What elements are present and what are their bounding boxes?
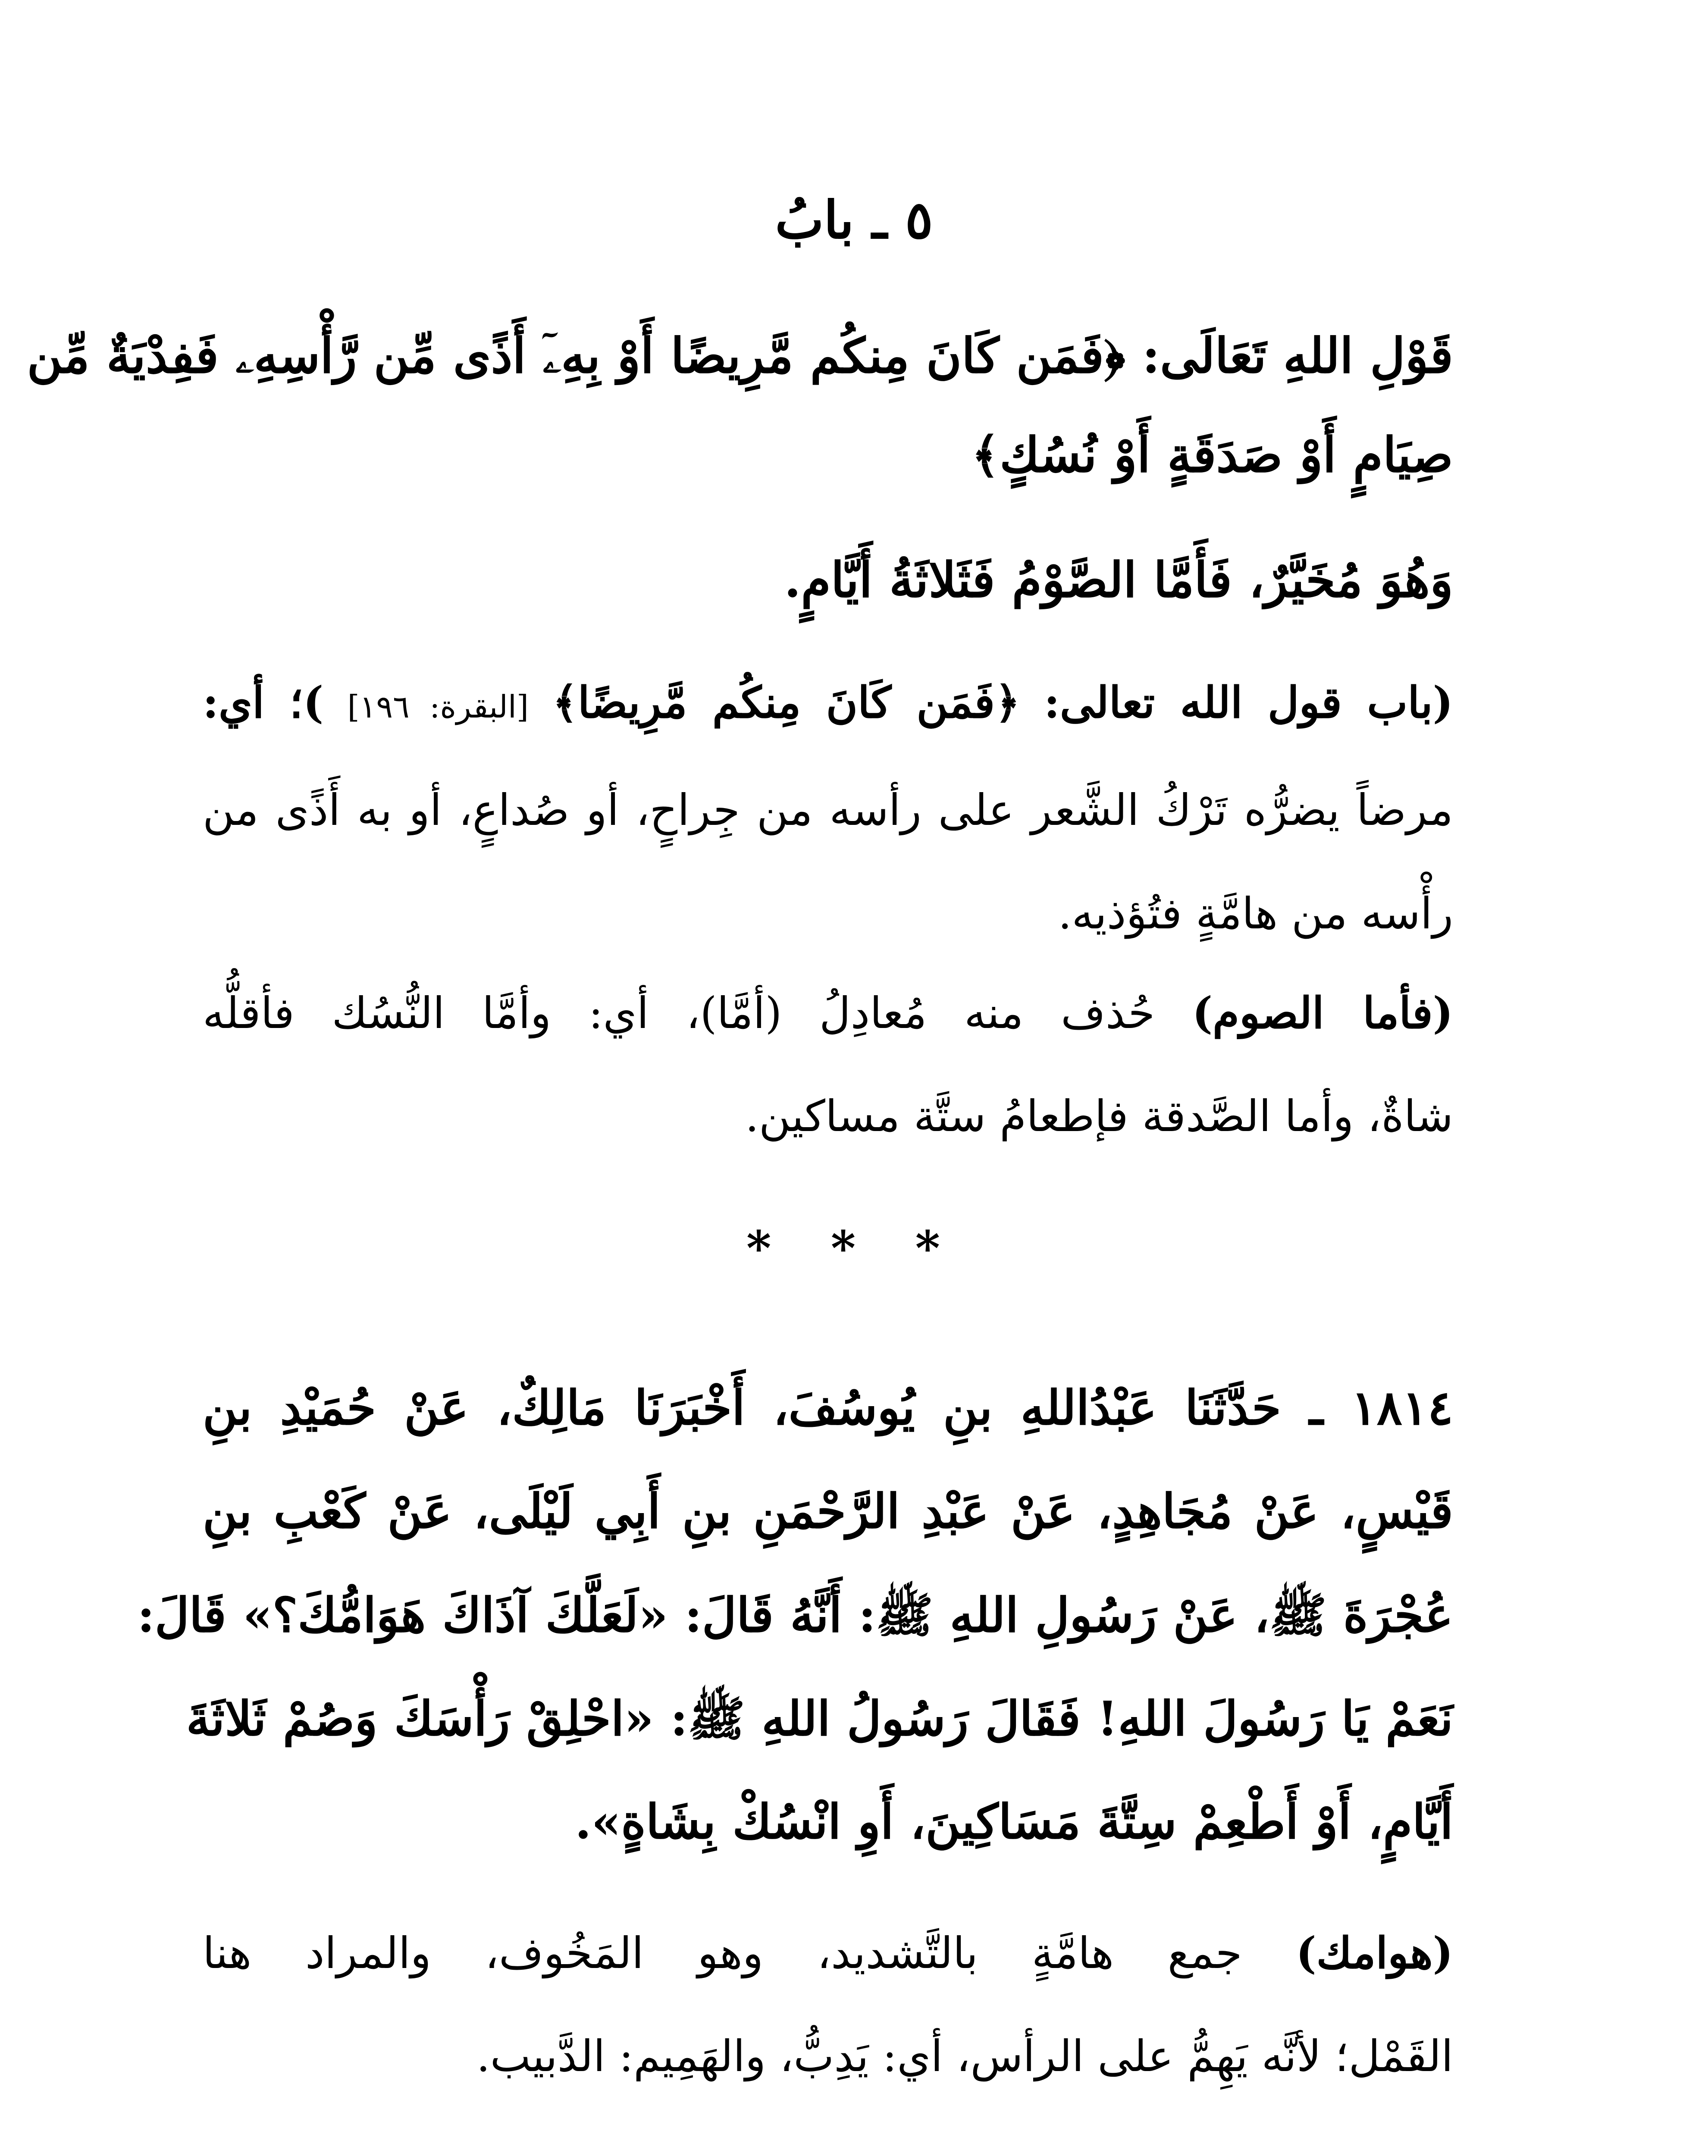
commentary-1-ref: [البقرة: ١٩٦] [347, 689, 529, 725]
hadith-line-2: قَيْسٍ، عَنْ مُجَاهِدٍ، عَنْ عَبْدِ الرَّحْمَنِ بنِ أَبِي لَيْلَى، عَنْ كَعْبِ بنِ [203, 1483, 1453, 1539]
commentary-2-line-1 [203, 987, 1453, 1038]
separator-1: * * * [746, 1220, 962, 1276]
hadith-line-4: نَعَمْ يَا رَسُولَ اللهِ! فَقَالَ رَسُولُ اللهِ ﷺ: «احْلِقْ رَأْسَكَ وَصُمْ ثَلاثَةَ [186, 1691, 1453, 1746]
commentary-3-line-1 [203, 1927, 1453, 1978]
commentary-3-line-2: القَمْل؛ لأنَّه يَهِمُّ على الرأس، أي: يَدِبُّ، والهَمِيم: الدَّبيب. [476, 2031, 1453, 2081]
commentary-3-lead: (هوامك) [1296, 1927, 1453, 1978]
hadith-line-3: عُجْرَةَ ﷺ، عَنْ رَسُولِ اللهِ ﷺ: أَنَّهُ قَالَ: «لَعَلَّكَ آذَاكَ هَوَامُّكَ؟» قَالَ: [137, 1587, 1453, 1643]
commentary-1-line-2: مرضاً يضرُّه تَرْكُ الشَّعر على رأسه من جِراحٍ، أو صُداعٍ، أو به أَذًى من [203, 785, 1453, 835]
heading-lead: قَوْلِ اللهِ تَعَالَى: [1142, 328, 1453, 384]
commentary-2-lead: (فأما الصوم) [1192, 987, 1453, 1038]
commentary-1-tail: )؛ أي: [203, 677, 324, 728]
commentary-1-line-1 [203, 677, 1453, 728]
heading-line-3 [203, 552, 1453, 608]
heading-line-2 [505, 427, 1453, 483]
commentary-2-rest: حُذف منه مُعادِلُ (أمَّا)، أي: وأمَّا النُّسُك فأقلُّه [203, 988, 1155, 1038]
heading-verse-part-1: ﴿فَمَن كَانَ مِنكُم مَّرِيضًا أَوْ بِهِۦٓ أَذًى مِّن رَّأْسِهِۦ فَفِدْيَةٌ مِّن [27, 328, 1125, 384]
hadith-line-5: أَيَّامٍ، أَوْ أَطْعِمْ سِتَّةَ مَسَاكِينَ، أَوِ انْسُكْ بِشَاةٍ». [575, 1794, 1453, 1849]
commentary-1-line-3: رأْسه من هامَّةٍ فتُؤذيه. [1058, 888, 1453, 939]
heading-verse-part-2: صِيَامٍ أَوْ صَدَقَةٍ أَوْ نُسُكٍ﴾ [971, 427, 1453, 483]
heading-line-1 [27, 328, 1453, 385]
commentary-3-rest: جمع هامَّةٍ بالتَّشديد، وهو المَخُوف، والمراد هنا [203, 1928, 1242, 1978]
chapter-title: ٥ ـ بابُ [775, 190, 933, 251]
hadith-line-1: ١٨١٤ ـ حَدَّثَنَا عَبْدُاللهِ بنِ يُوسُفَ، أَخْبَرَنَا مَالِكٌ، عَنْ حُمَيْدِ بنِ [203, 1380, 1453, 1435]
commentary-1-lead: (باب قول الله تعالى: [1044, 677, 1453, 728]
commentary-1-verse: ﴿فَمَن كَانَ مِنكُم مَّرِيضًا﴾ [552, 677, 1020, 728]
commentary-2-line-2: شاةٌ، وأما الصَّدقة فإطعامُ ستَّة مساكين. [745, 1091, 1453, 1141]
heading-ruling: وَهُوَ مُخَيَّرٌ، فَأَمَّا الصَّوْمُ فَثَلاثَةُ أَيَّامٍ. [784, 552, 1453, 608]
